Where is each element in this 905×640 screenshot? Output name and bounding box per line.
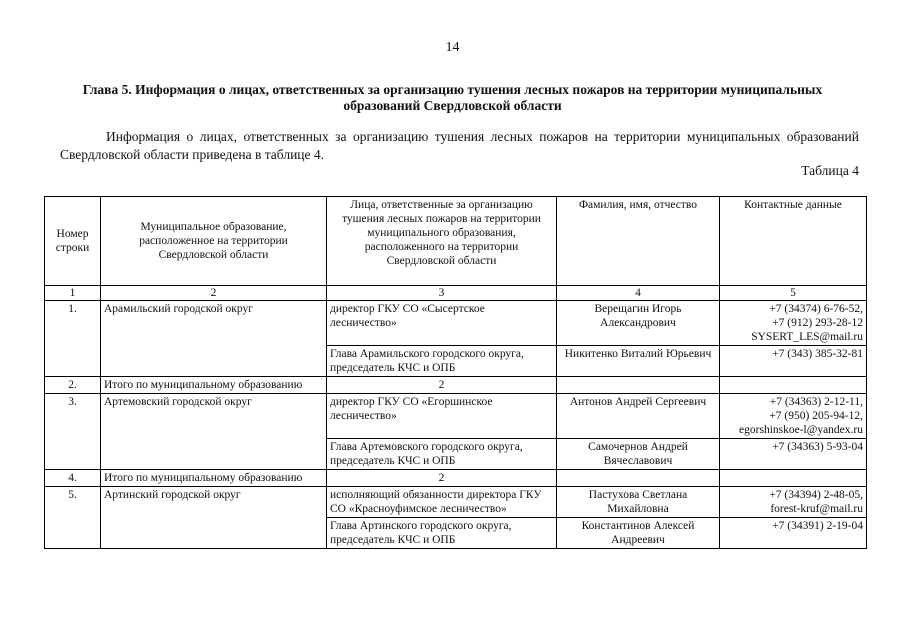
empty-cell <box>720 470 867 487</box>
full-name-cell: Константинов Алексей Андреевич <box>557 518 720 549</box>
contact-line: +7 (34363) 2-12-11, <box>769 396 863 408</box>
contact-line: +7 (912) 293-28-12 <box>772 317 863 329</box>
total-value-cell: 2 <box>327 377 557 394</box>
table-row <box>45 487 867 518</box>
position-cell: директор ГКУ СО «Сысертское лесничество» <box>327 301 557 346</box>
table-caption: Таблица 4 <box>801 163 859 178</box>
full-name-cell: Пастухова Светлана Михайловна <box>557 487 720 518</box>
full-name-cell: Никитенко Виталий Юрьевич <box>557 346 720 377</box>
intro-paragraph: Информация о лицах, ответственных за организацию тушения лесных пожаров на территории муниципальных образований Свердловской области приведена в таблице 4. <box>60 129 859 162</box>
contact-line: +7 (343) 385-32-81 <box>772 348 863 360</box>
header-responsible-persons: Лица, ответственные за организацию тушения лесных пожаров на территории муниципального образования, расположенного на территории Свердловской области <box>327 197 557 286</box>
empty-cell <box>720 377 867 394</box>
total-row <box>45 377 867 394</box>
total-label-cell: Итого по муниципальному образованию <box>101 470 327 487</box>
position-cell: Глава Арамильского городского округа, председатель КЧС и ОПБ <box>327 346 557 377</box>
contact-line: +7 (34363) 5-93-04 <box>772 441 863 453</box>
municipality-cell: Артинский городской округ <box>101 487 327 549</box>
contacts-cell <box>720 301 867 346</box>
contact-line: +7 (34374) 6-76-52, <box>769 303 863 315</box>
contacts-cell <box>720 439 867 470</box>
total-value-cell: 2 <box>327 470 557 487</box>
contact-line: egorshinskoe-l@yandex.ru <box>739 424 863 436</box>
column-number: 5 <box>720 286 867 301</box>
row-number-cell: 3. <box>45 394 101 470</box>
empty-cell <box>557 377 720 394</box>
chapter-title: Глава 5. Информация о лицах, ответственных за организацию тушения лесных пожаров на территории муниципальных образований Свердловской области <box>82 82 823 113</box>
contacts-cell <box>720 346 867 377</box>
full-name-cell: Антонов Андрей Сергеевич <box>557 394 720 439</box>
municipality-cell: Артемовский городской округ <box>101 394 327 470</box>
column-number: 2 <box>101 286 327 301</box>
total-row <box>45 470 867 487</box>
row-number-cell: 5. <box>45 487 101 549</box>
contact-line: SYSERT_LES@mail.ru <box>751 331 863 343</box>
position-cell: Глава Артемовского городского округа, председатель КЧС и ОПБ <box>327 439 557 470</box>
total-label-cell: Итого по муниципальному образованию <box>101 377 327 394</box>
row-number-cell: 2. <box>45 377 101 394</box>
responsible-persons-table <box>44 196 867 549</box>
contact-line: +7 (34394) 2-48-05, <box>769 489 863 501</box>
table-row <box>45 394 867 439</box>
position-cell: Глава Артинского городского округа, председатель КЧС и ОПБ <box>327 518 557 549</box>
table-header-row <box>45 197 867 286</box>
table-row <box>45 301 867 346</box>
row-number-cell: 1. <box>45 301 101 377</box>
column-number: 3 <box>327 286 557 301</box>
column-number: 4 <box>557 286 720 301</box>
row-number-cell: 4. <box>45 470 101 487</box>
page-number: 14 <box>445 40 460 55</box>
contact-line: +7 (34391) 2-19-04 <box>772 520 863 532</box>
full-name-cell: Верещагин Игорь Александрович <box>557 301 720 346</box>
header-contacts: Контактные данные <box>720 197 867 286</box>
header-full-name: Фамилия, имя, отчество <box>557 197 720 286</box>
position-cell: исполняющий обязанности директора ГКУ СО «Красноуфимское лесничество» <box>327 487 557 518</box>
contact-line: forest-kruf@mail.ru <box>770 503 863 515</box>
column-number-row <box>45 286 867 301</box>
header-municipality: Муниципальное образование, расположенное на территории Свердловской области <box>101 197 327 286</box>
position-cell: директор ГКУ СО «Егоршинское лесничество» <box>327 394 557 439</box>
municipality-cell: Арамильский городской округ <box>101 301 327 377</box>
header-row-number: Номер строки <box>45 197 101 286</box>
contacts-cell <box>720 394 867 439</box>
contact-line: +7 (950) 205-94-12, <box>769 410 863 422</box>
full-name-cell: Самочернов Андрей Вячеславович <box>557 439 720 470</box>
empty-cell <box>557 470 720 487</box>
contacts-cell <box>720 518 867 549</box>
contacts-cell <box>720 487 867 518</box>
column-number: 1 <box>45 286 101 301</box>
